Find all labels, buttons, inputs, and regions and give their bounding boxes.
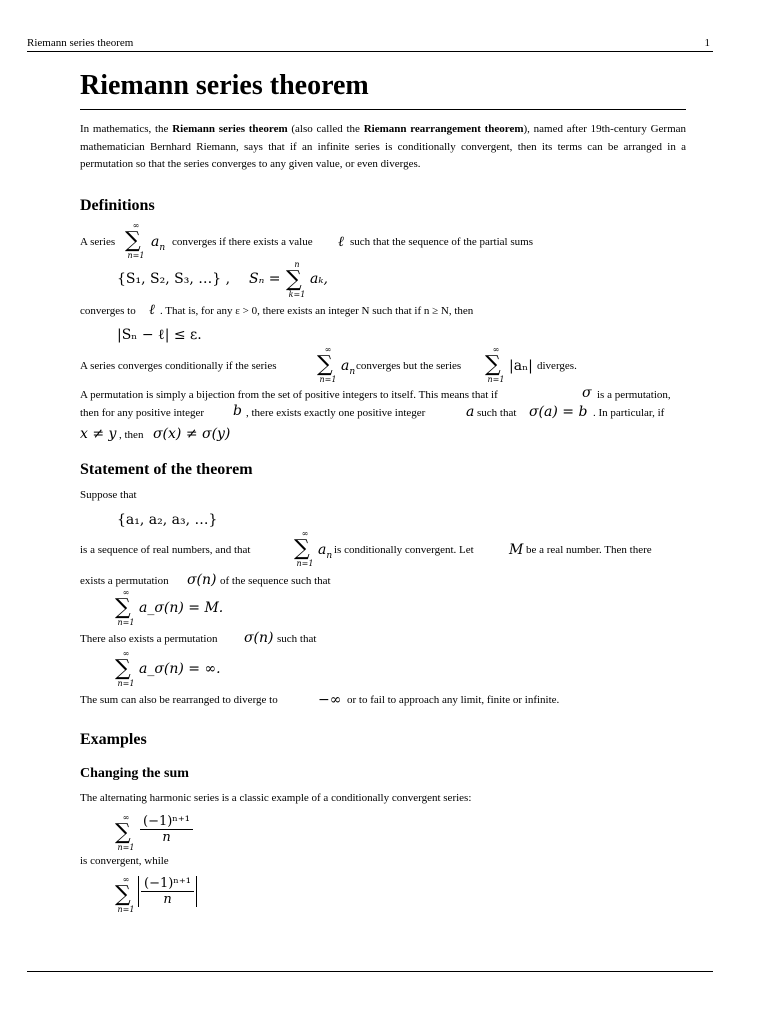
sum-operator-3: [317, 346, 339, 384]
a-k-term: aₖ,: [310, 271, 328, 287]
a-symbol: a: [341, 358, 350, 374]
page-title: Riemann series theorem: [80, 70, 369, 101]
sigma-symbol: ∑: [115, 656, 131, 681]
n-subscript: n: [349, 366, 356, 377]
is-convergent-text: is convergent, while: [80, 855, 169, 867]
exists-perm-start: exists a permutation: [80, 575, 169, 587]
also-perm-end: such that: [277, 633, 317, 645]
sum-operator-1: [125, 222, 147, 260]
sum-upper-limit: ∞: [301, 529, 309, 538]
sigma-symbol: ∑: [294, 536, 310, 561]
definitions-heading: Definitions: [80, 197, 155, 214]
a-n-term: [318, 542, 332, 561]
cond-end: diverges.: [537, 360, 577, 372]
perm-then: , then: [119, 429, 144, 441]
sum-upper-limit: ∞: [122, 649, 130, 658]
perm-line-2-mid: , there exists exactly one positive integer: [246, 407, 426, 419]
perm-line-2-end: . In particular, if: [593, 407, 665, 419]
intro-text-2: (also called the: [287, 123, 364, 135]
sum-upper-limit: n: [294, 260, 300, 269]
def-line-1-label: A series: [80, 236, 116, 248]
sum-operator-9: [115, 876, 137, 914]
examples-heading: Examples: [80, 731, 147, 748]
converges-to-label: converges to: [80, 305, 136, 317]
intro-bold-1: Riemann series theorem: [172, 123, 288, 135]
sum-operator-7: [115, 650, 137, 688]
sum-operator-4: [485, 346, 507, 384]
alternating-harmonic-text: The alternating harmonic series is a classic example of a conditionally convergent series:: [80, 792, 472, 804]
abs-a-n: |aₙ|: [509, 358, 533, 374]
ell-symbol: ℓ: [149, 302, 155, 318]
partial-sum-sequence: {S₁, S₂, S₃, …} ,: [117, 271, 231, 287]
sum-lower-limit: n=1: [127, 251, 145, 260]
sum-lower-limit: n=1: [296, 559, 314, 568]
sigma-symbol: ∑: [286, 267, 302, 292]
diverge-end: or to fail to approach any limit, finite or infinite.: [347, 694, 560, 706]
a-symbol: a: [151, 234, 160, 250]
seq-line-end: be a real number. Then there: [526, 544, 652, 556]
def-line-1-end: such that the sequence of the partial sums: [350, 236, 533, 248]
sigma-var: σ: [582, 385, 592, 401]
sum-operator-2: [286, 261, 308, 299]
sum-equals-M: a_σ(n) = M.: [139, 600, 224, 616]
abs-fraction: [138, 876, 197, 907]
sum-upper-limit: ∞: [122, 875, 130, 884]
intro-text-1: In mathematics, the: [80, 123, 173, 135]
n-subscript: n: [326, 550, 333, 561]
b-var: b: [233, 403, 242, 419]
ell-symbol: ℓ: [338, 234, 344, 250]
sigma-a-eq-b: σ(a) = b: [529, 404, 588, 420]
sum-lower-limit: n=1: [117, 843, 135, 852]
sum-upper-limit: ∞: [132, 221, 140, 230]
def-line-1-mid: converges if there exists a value: [172, 236, 313, 248]
sum-upper-limit: ∞: [122, 588, 130, 597]
sum-equals-inf: a_σ(n) = ∞.: [139, 661, 221, 677]
intro-text-3: ), named after 19th-century German mathematician Bernhard Riemann, says that if an infinite series is conditionally convergent, then its terms can be arranged in a permutation so that the series converges to any given value, or even diverges.: [80, 123, 687, 171]
sum-operator-6: [115, 589, 137, 627]
diverge-start: The sum can also be rearranged to diverge to: [80, 694, 278, 706]
a-n-term: [341, 358, 355, 377]
neg-infinity: −∞: [318, 692, 342, 708]
perm-line-2-start: then for any positive integer: [80, 407, 205, 419]
footer-rule: [27, 971, 713, 972]
changing-sum-heading: Changing the sum: [80, 766, 189, 781]
sigma-symbol: ∑: [485, 352, 501, 377]
a-symbol: a: [318, 542, 327, 558]
epsilon-definition: . That is, for any ε > 0, there exists an integer N such that if n ≥ N, then: [160, 305, 474, 317]
a-sequence: {a₁, a₂, a₃, …}: [117, 512, 218, 528]
sum-lower-limit: n=1: [487, 375, 505, 384]
sum-lower-limit: n=1: [117, 618, 135, 627]
perm-line-1-end: is a permutation,: [597, 389, 671, 401]
also-perm-start: There also exists a permutation: [80, 633, 218, 645]
header-rule: [27, 51, 713, 52]
s-n-definition: Sₙ =: [249, 271, 281, 287]
sum-lower-limit: n=1: [117, 905, 135, 914]
statement-heading: Statement of the theorem: [80, 461, 253, 478]
fraction-numerator: (−1)ⁿ⁺¹: [140, 814, 193, 830]
sigma-n: σ(n): [244, 630, 274, 646]
a-n-term: [151, 234, 165, 253]
seq-line-start: is a sequence of real numbers, and that: [80, 544, 251, 556]
sigma-symbol: ∑: [115, 882, 131, 907]
intro-bold-2: Riemann rearrangement theorem: [363, 123, 524, 135]
sum-upper-limit: ∞: [122, 813, 130, 822]
a-var: a: [466, 404, 475, 420]
running-header: Riemann series theorem: [27, 37, 134, 49]
sum-lower-limit: n=1: [117, 679, 135, 688]
sigma-symbol: ∑: [317, 352, 333, 377]
sum-lower-limit: n=1: [319, 375, 337, 384]
title-rule: [80, 109, 686, 110]
sigma-symbol: ∑: [125, 228, 141, 253]
sum-operator-5: [294, 530, 316, 568]
M-var: M: [509, 542, 524, 558]
page-number: 1: [704, 37, 710, 49]
exists-perm-end: of the sequence such that: [220, 575, 331, 587]
sum-upper-limit: ∞: [492, 345, 500, 354]
cond-label: A series converges conditionally if the series: [80, 360, 277, 372]
seq-line-mid: is conditionally convergent. Let: [334, 544, 474, 556]
suppose-text: Suppose that: [80, 489, 137, 501]
fraction-denominator: n: [162, 830, 171, 845]
sum-lower-limit: k=1: [288, 290, 306, 299]
x-neq-y: x ≠ y: [80, 426, 117, 442]
fraction-numerator: (−1)ⁿ⁺¹: [141, 876, 194, 892]
intro-paragraph: [80, 121, 686, 174]
sigma-n: σ(n): [187, 572, 217, 588]
n-subscript: n: [159, 242, 166, 253]
perm-line-1: A permutation is simply a bijection from the set of positive integers to itself. This means that if: [80, 389, 498, 401]
fraction-alternating: [140, 814, 193, 845]
perm-line-2-such: such that: [477, 407, 517, 419]
sum-operator-8: [115, 814, 137, 852]
fraction-denominator: n: [163, 892, 172, 907]
abs-inequality: |Sₙ − ℓ| ≤ ε.: [117, 327, 202, 343]
sigma-x-neq-sigma-y: σ(x) ≠ σ(y): [153, 426, 231, 442]
sigma-symbol: ∑: [115, 595, 131, 620]
sigma-symbol: ∑: [115, 820, 131, 845]
sum-upper-limit: ∞: [324, 345, 332, 354]
cond-mid: converges but the series: [356, 360, 462, 372]
